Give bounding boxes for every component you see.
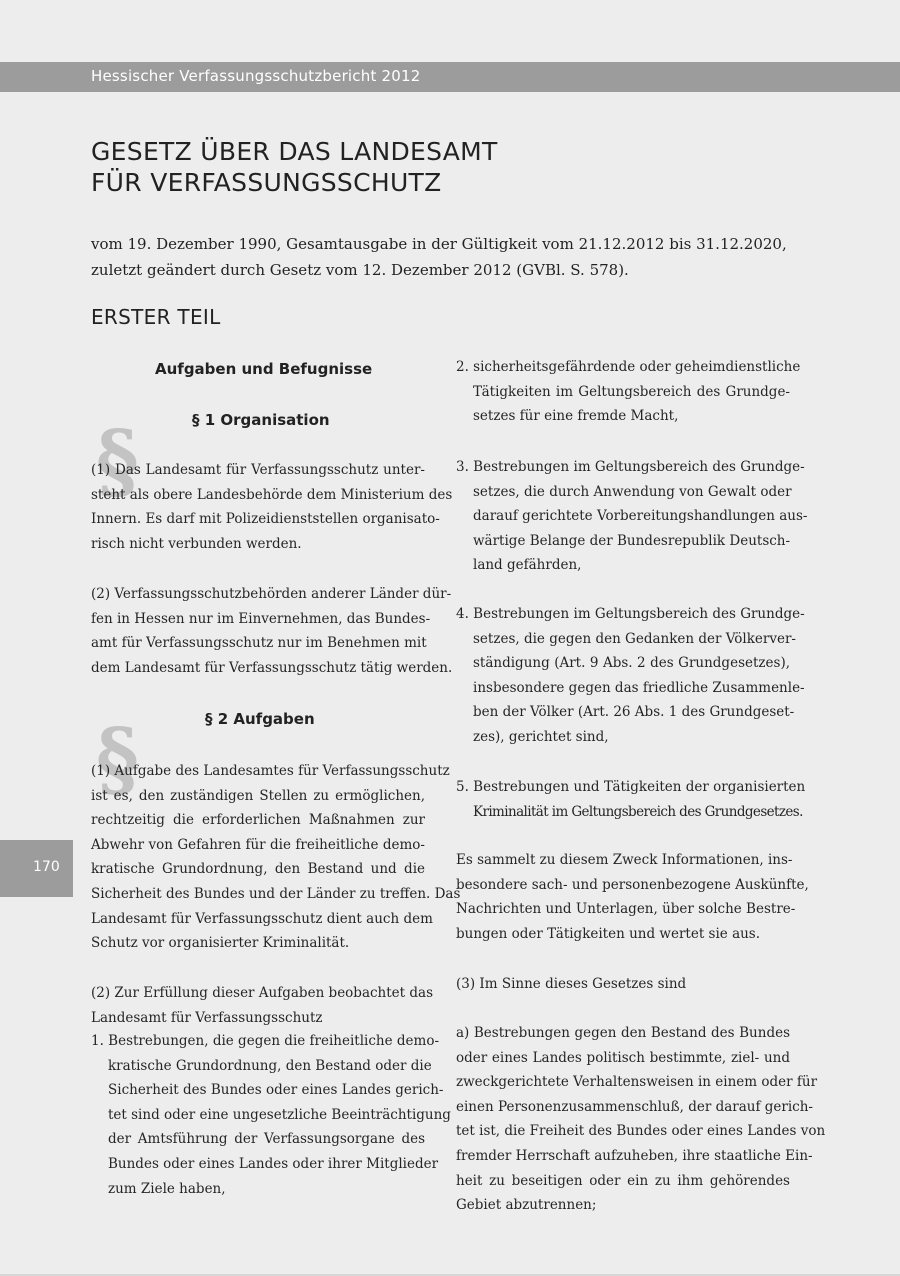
text-line: ist es, den zuständigen Stellen zu ermöglichen, <box>91 787 425 804</box>
text-line: (1) Das Landesamt für Verfassungsschutz unter- <box>91 462 425 478</box>
part-title: ERSTER TEIL <box>91 305 221 329</box>
text-line: Sicherheit des Bundes oder eines Landes gerich- <box>108 1082 444 1099</box>
text-line: Gebiet abzutrennen; <box>456 1197 597 1214</box>
text-line: (2) Zur Erfüllung dieser Aufgaben beobachtet das <box>91 985 434 1001</box>
text-line: einen Personenzusammenschluß, der darauf gerich- <box>456 1098 813 1115</box>
text-line: darauf gerichtete Vorbereitungshandlungen aus- <box>473 508 808 525</box>
text-line: Sicherheit des Bundes und der Länder zu treffen. Das <box>91 885 461 902</box>
running-header-bar <box>0 62 900 92</box>
text-line: tet sind oder eine ungesetzliche Beeinträchtigung <box>108 1106 451 1123</box>
page-title <box>91 136 791 198</box>
s1-paragraph-2 <box>91 582 453 680</box>
text-line: (1) Aufgabe des Landesamtes für Verfassungsschutz <box>91 763 450 779</box>
text-line: besondere sach- und personenbezogene Auskünfte, <box>456 876 809 893</box>
text-line: wärtige Belange der Bundesrepublik Deutsch- <box>473 532 791 549</box>
text-line: 5. Bestrebungen und Tätigkeiten der organisierten <box>456 779 806 795</box>
text-line: steht als obere Landesbehörde dem Ministerium des <box>91 486 453 503</box>
text-line: 4. Bestrebungen im Geltungsbereich des Grundge- <box>456 606 805 622</box>
text-line: Landesamt für Verfassungsschutz <box>91 1009 323 1026</box>
s2-paragraph-2 <box>91 981 434 1030</box>
section-heading: Aufgaben und Befugnisse <box>155 360 373 378</box>
list-item-2 <box>456 355 801 429</box>
text-line: 2. sicherheitsgefährdende oder geheimdienstliche <box>456 359 801 375</box>
text-line: fremder Herrschaft aufzuheben, ihre staatliche Ein- <box>456 1147 813 1164</box>
text-line: Schutz vor organisierter Kriminalität. <box>91 935 350 952</box>
text-line: dem Landesamt für Verfassungsschutz tätig werden. <box>91 659 453 676</box>
text-line: risch nicht verbunden werden. <box>91 535 302 552</box>
text-line: Nachrichten und Unterlagen, über solche Bestre- <box>456 901 796 918</box>
text-line: oder eines Landes politisch bestimmte, ziel- und <box>456 1049 790 1066</box>
text-line: bungen oder Tätigkeiten und wertet sie aus. <box>456 925 761 942</box>
text-line: land gefährden, <box>473 557 582 574</box>
list-item-1 <box>91 1029 451 1201</box>
list-item-4 <box>456 602 805 750</box>
title-line: FÜR VERFASSUNGSSCHUTZ <box>91 168 442 197</box>
text-line: Abwehr von Gefahren für die freiheitliche demo- <box>91 836 425 853</box>
intro-line: zuletzt geändert durch Gesetz vom 12. Dezember 2012 (GVBl. S. 578). <box>91 261 629 279</box>
text-line: setzes, die durch Anwendung von Gewalt oder <box>473 483 792 500</box>
s2-paragraph-1 <box>91 759 461 956</box>
page-number: 170 <box>33 859 60 875</box>
running-header-title: Hessischer Verfassungsschutzbericht 2012 <box>91 67 421 85</box>
law-intro <box>91 231 801 283</box>
text-line: a) Bestrebungen gegen den Bestand des Bundes <box>456 1025 790 1041</box>
text-line: insbesondere gegen das friedliche Zusammenle- <box>473 679 805 696</box>
text-line: zes), gerichtet sind, <box>473 728 609 745</box>
text-line: Kriminalität im Geltungsbereich des Grundgesetzes. <box>473 803 803 820</box>
intro-line: vom 19. Dezember 1990, Gesamtausgabe in der Gültigkeit vom 21.12.2012 bis 31.12.2020, <box>91 235 787 253</box>
list-item-5 <box>456 775 806 824</box>
text-line: (2) Verfassungsschutzbehörden anderer Länder dür- <box>91 586 452 602</box>
section-1-heading: § 1 Organisation <box>192 411 330 429</box>
paragraph-symbol-icon: § <box>96 711 139 807</box>
paragraph-symbol-icon: § <box>96 413 139 509</box>
text-line: Bundes oder eines Landes oder ihrer Mitglieder <box>108 1155 439 1172</box>
text-line: setzes für eine fremde Macht, <box>473 408 679 425</box>
text-line: heit zu beseitigen oder ein zu ihm gehörendes <box>456 1172 790 1189</box>
text-line: ständigung (Art. 9 Abs. 2 des Grundgesetzes), <box>473 655 790 672</box>
text-line: Landesamt für Verfassungsschutz dient auch dem <box>91 910 433 927</box>
text-line: Tätigkeiten im Geltungsbereich des Grundge- <box>473 383 790 400</box>
text-line: zweckgerichtete Verhaltensweisen in einem oder für <box>456 1074 818 1091</box>
s2-closing-paragraph <box>456 848 809 946</box>
text-line: rechtzeitig die erforderlichen Maßnahmen zur <box>91 812 425 829</box>
text-line: Es sammelt zu diesem Zweck Informationen, ins- <box>456 852 793 868</box>
text-line: kratische Grundordnung, den Bestand oder die <box>108 1057 432 1074</box>
text-line: zum Ziele haben, <box>108 1180 226 1197</box>
text-line: Innern. Es darf mit Polizeidienststellen organisato- <box>91 511 440 528</box>
s2-paragraph-3 <box>456 972 790 997</box>
text-line: 3. Bestrebungen im Geltungsbereich des Grundge- <box>456 459 805 475</box>
s2-definition-a <box>456 1021 826 1218</box>
text-line: fen in Hessen nur im Einvernehmen, das Bundes- <box>91 610 431 627</box>
text-line: 1. Bestrebungen, die gegen die freiheitliche demo- <box>91 1033 440 1049</box>
s1-paragraph-1 <box>91 458 453 556</box>
title-line: GESETZ ÜBER DAS LANDESAMT <box>91 137 498 166</box>
text-line: tet ist, die Freiheit des Bundes oder eines Landes von <box>456 1123 826 1140</box>
text-line: kratische Grundordnung, den Bestand und die <box>91 861 425 878</box>
text-line: (3) Im Sinne dieses Gesetzes sind <box>456 976 687 992</box>
page-number-tab <box>0 840 73 897</box>
text-line: ben der Völker (Art. 26 Abs. 1 des Grundgeset- <box>473 704 795 721</box>
text-line: der Amtsführung der Verfassungsorgane des <box>108 1131 425 1148</box>
text-line: setzes, die gegen den Gedanken der Völkerver- <box>473 630 796 647</box>
text-line: amt für Verfassungsschutz nur im Benehmen mit <box>91 635 427 652</box>
list-item-3 <box>456 455 808 578</box>
section-2-heading: § 2 Aufgaben <box>205 710 315 728</box>
